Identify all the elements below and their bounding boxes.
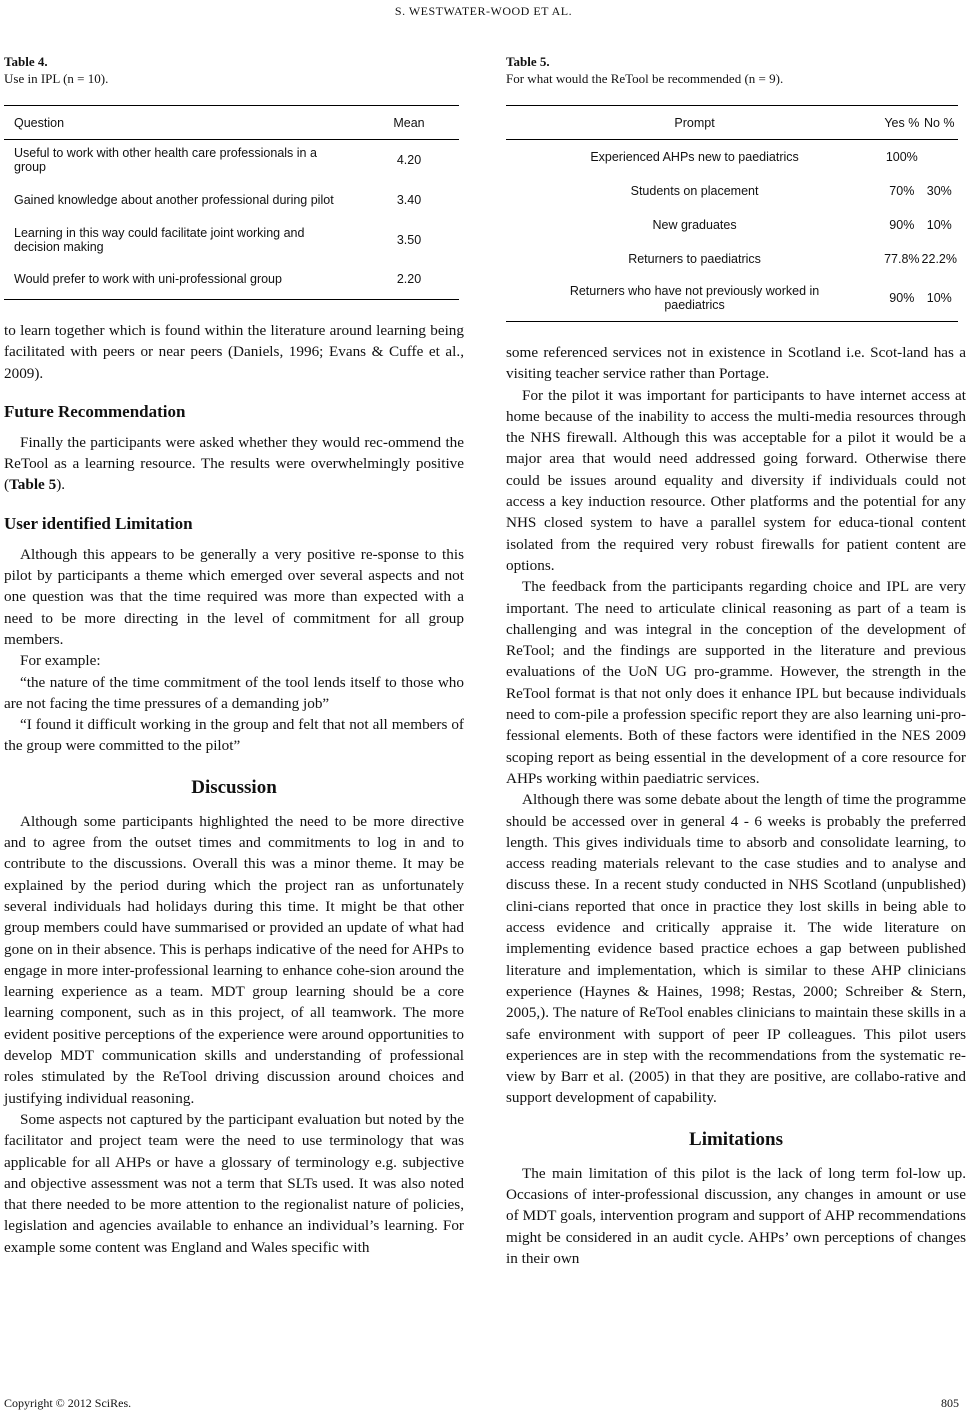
table4-header-row [4,106,459,140]
table4-mean: 3.50 [396,232,422,247]
table-row [506,276,958,322]
paragraph: Although this appears to be generally a very positive re-sponse to this pilot by participants a theme which emerged over several aspects and not one question was that the time required was more than expected with a need to be more directing in the level of commitment for all group members. [4,545,464,648]
table-row [506,174,958,208]
table5-yes: 90% [889,217,915,232]
paragraph: The main limitation of this pilot is the lack of long term fol-low up. Occasions of inter-professional discussion, any changes in amount or use of MDT goals, intervention program and support of AHP recommendations might be considered in an audit cycle. AHPs’ own perceptions of changes in their own [506,1164,966,1267]
text-span: ). [56,476,66,494]
table-row [506,208,958,242]
footer-copyright: Copyright © 2012 SciRes. [4,1396,132,1410]
table4 [4,105,459,300]
table5-col-yes: Yes % [884,115,920,130]
table5-no [921,140,958,174]
paragraph [4,432,464,496]
table4-question: Would prefer to work with uni-professional group [14,272,282,287]
table4-label: Table 4. [4,54,48,69]
paragraph: Some aspects not captured by the participant evaluation but noted by the facilitator and project team were the need to use terminology that was applicable for all AHPs or have a glossary of terminology e.g. subjective and objective assessment was not a term that SLTs used. It was also noted that there needed to be more attention to the regionalist nature of policies, legislation and agencies available to enhance an individual’s learning. For example some content was England and Wales specific with [4,1110,464,1256]
table4-title: Use in IPL (n = 10). [4,71,109,86]
table4-mean: 3.40 [396,192,422,207]
table-row [4,140,459,180]
paragraph: to learn together which is found within the literature around learning being facilitated with peers or near peers (Daniels, 1996; Evans & Cuffe et al., 2009). [4,322,464,382]
table-row [4,260,459,300]
table5-yes: 77.8% [884,251,920,266]
table4-mean: 4.20 [396,152,422,167]
table5-prompt: Returners to paediatrics [628,251,761,266]
table4-col-mean: Mean [393,115,425,130]
running-header: S. WESTWATER-WOOD ET AL. [394,4,573,18]
section-heading-limitations: Limitations [689,1128,783,1150]
table5-no: 10% [926,217,952,232]
paragraph: The feedback from the participants regarding choice and IPL are very important. The need to articulate clinical reasoning as part of a team is challenging and was integral in the conception of the development of ReTool; and the findings are supported in the literature and previous evaluations of the UoN UG pro-gramme. However, the strength in the ReTool format is that not only does it enhance IPL but because individuals need to com-pile a profession specific report they are also learning uni-pro-fessional elements. Both of these factors were identified in the NES 2009 scoping report as being essential in the development of a core resource for AHPs working within paediatric services. [506,578,966,787]
table5-yes: 100% [885,149,918,164]
quote: “I found it difficult working in the group and felt that not all members of the group were committed to the pilot” [4,716,464,755]
table5-prompt: Experienced AHPs new to paediatrics [590,149,799,164]
table5-caption [506,53,966,87]
right-column [506,53,966,1269]
table4-col-question: Question [14,115,65,130]
paragraph: some referenced services not in existence in Scotland i.e. Scot-land has a visiting teacher service rather than Portage. [506,344,966,383]
section-heading-user-limitation: User identified Limitation [4,513,193,533]
table5-no: 30% [926,183,952,198]
table-row [4,220,459,260]
table5-prompt: New graduates [652,217,737,232]
table-reference-link[interactable]: Table 5 [9,476,57,494]
quote: “the nature of the time commitment of the tool lends itself to those who are not facing the time pressures of a demanding job” [4,673,464,712]
section-heading-discussion: Discussion [191,776,277,798]
table5-no: 10% [926,291,952,306]
table4-question: Gained knowledge about another professional during pilot [14,192,334,207]
paragraph: For the pilot it was important for participants to have internet access at home because of the inability to access the multi-media resources through the NHS firewall. Although this was acceptable for a pilot it would be a major area that would need addressed going forward. Otherwise there could be issues around equality and diversity if individuals could not access a key induction resource. Other platforms and the potential for any NHS closed system to have a parallel system for educa-tional content isolated from the required very robust firewalls for patient content are options. [506,386,966,574]
table5-prompt: Students on placement [630,183,759,198]
table5-col-prompt: Prompt [674,115,715,130]
table-row [506,242,958,276]
paragraph: For example: [20,652,101,670]
table5-yes: 90% [889,291,915,306]
page-number: 805 [941,1396,959,1410]
table5 [506,105,958,322]
paragraph: Although some participants highlighted the need to be more directive and to agree from the outset times and commitments to log in and to contribute to the discussions. Overall this was a minor theme. It may be explained by the period during which the project ran as unfortunately several individuals had holidays during this time. It might be that other group members could have summarised or provided an update of what had gone on in their absence. This is perhaps indicative of the need for AHPs to engage in more inter-professional learning to enhance cohe-sion around the learning experience as a team. MDT group learning should be a core learning component, such as in this project, of all teamwork. The more evident positive perceptions of the experience were around opportunities to develop MDT communication skills and understanding of professional roles stimulated by the ReTool driving discussion around choices and justifying individual reasoning. [4,812,464,1107]
table-row [4,180,459,220]
table5-col-no: No % [923,115,955,130]
table4-question: Learning in this way could facilitate joint working and decision making [14,225,305,254]
table5-label: Table 5. [506,54,550,69]
table5-prompt: Returners who have not previously worked in paediatrics [569,284,820,313]
table4-caption [4,53,464,87]
table4-question: Useful to work with other health care professionals in a group [14,145,317,174]
table5-no: 22.2% [921,251,957,266]
table-row [506,140,958,174]
table5-header-row [506,106,958,140]
paragraph: Although there was some debate about the length of time the programme should be accessed over in general 4 - 6 weeks is probably the preferred length. This gives individuals time to absorb and consolidate learning, to access reading materials relevant to the case studies and to analyse and discuss these. In a recent study conducted in NHS Scotland (unpublished) clini-cians reported that once in practice they lost skills in being able to access evidence and critically appraise it. The wide literature on implementing evidence based practice echoes a gap between published literature and implementation, which is similar to these AHP clinicians experience (Haynes & Haines, 1998; Restas, 2000; Schreiber & Stern, 2005,). The nature of ReTool enables clinicians to maintain these skills in a safe environment with support of peer IP colleagues. This pilot users experiences are in step with the recommendations from the systematic re-view by Barr et al. (2005) in that they are positive, are collabo-rative and support development of capability. [506,791,966,1107]
text-span: Finally the participants were asked whether they would rec-ommend the ReTool as a learning resource. The results were overwhelmingly positive ( [4,433,464,494]
left-column [4,53,464,1258]
section-heading-future: Future Recommendation [4,401,186,421]
table5-yes: 70% [889,183,915,198]
table4-mean: 2.20 [396,272,422,287]
table5-title: For what would the ReTool be recommended (n = 9). [506,71,784,86]
